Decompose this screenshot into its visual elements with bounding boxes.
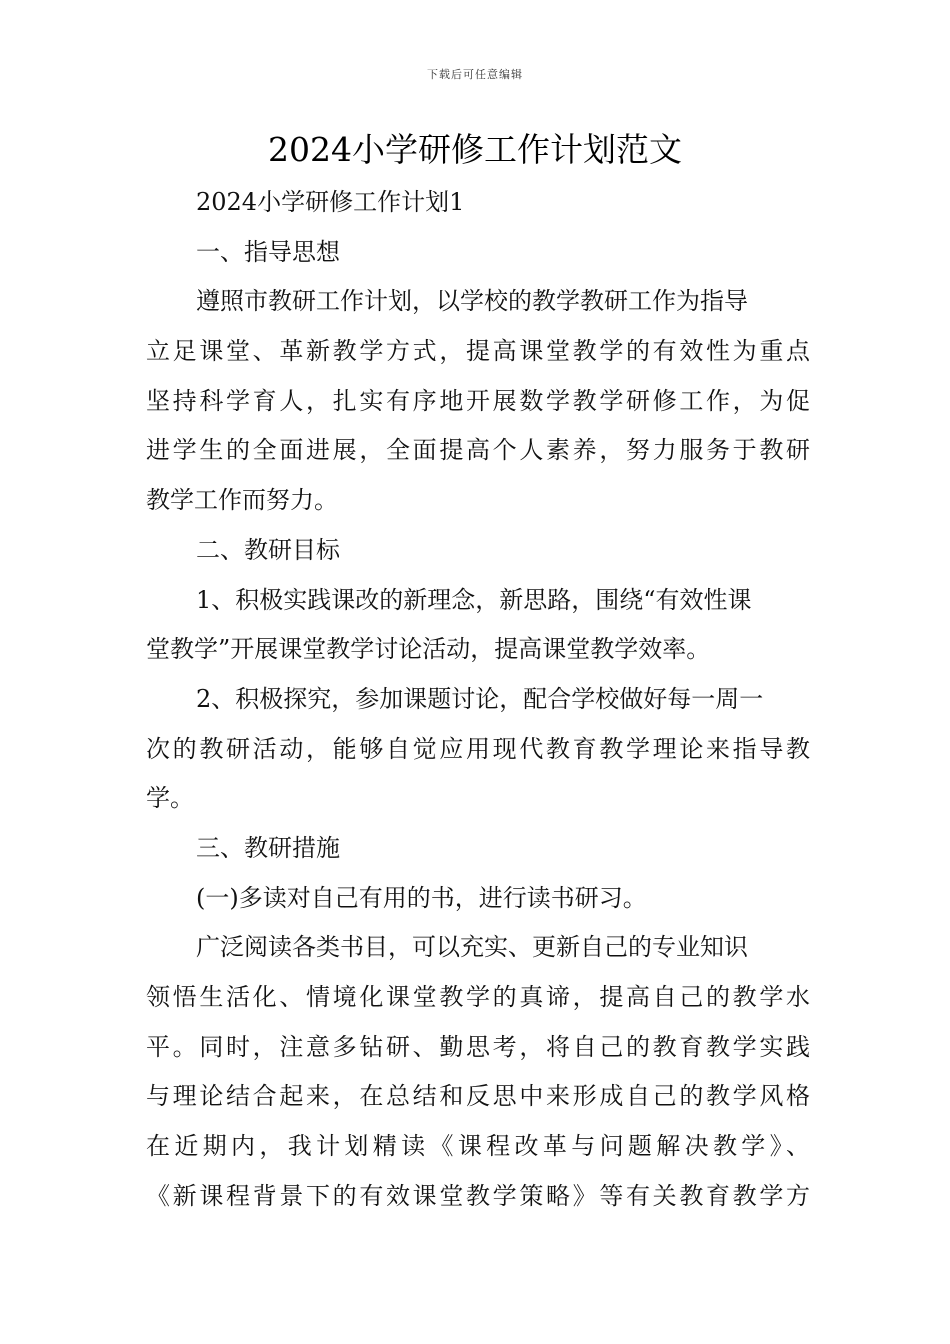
paragraph-line: 立足课堂、革新教学方式，提高课堂教学的有效性为重点: [146, 337, 810, 366]
paragraph-line: 2、积极探究，参加课题讨论，配合学校做好每一周一: [196, 684, 764, 713]
section-heading-research-measures: 三、教研措施: [196, 833, 340, 862]
section-heading-research-goals: 二、教研目标: [196, 535, 340, 564]
document-title: 2024小学研修工作计划范文: [268, 130, 682, 169]
paragraph-line: 1、积极实践课改的新理念，新思路，围绕“有效性课: [196, 585, 752, 614]
page-header-note: 下载后可任意编辑: [427, 68, 523, 81]
paragraph-line: 在近期内，我计划精读《课程改革与问题解决教学》、: [146, 1132, 810, 1161]
paragraph-line: 坚持科学育人，扎实有序地开展数学教学研修工作，为促: [146, 386, 810, 415]
paragraph-line: 与理论结合起来，在总结和反思中来形成自己的教学风格: [146, 1082, 810, 1111]
paragraph-line: 遵照市教研工作计划，以学校的教学教研工作为指导: [196, 287, 748, 316]
paragraph-line: 领悟生活化、情境化课堂教学的真谛，提高自己的教学水: [146, 983, 810, 1011]
subsection-heading: (一)多读对自己有用的书，进行读书研习。: [196, 883, 647, 912]
paragraph-line: 广泛阅读各类书目，可以充实、更新自己的专业知识: [196, 933, 748, 962]
document-body: [146, 178, 810, 1221]
paragraph-line: 次的教研活动，能够自觉应用现代教育教学理论来指导教: [146, 734, 810, 763]
paragraph-line: 平。同时，注意多钻研、勤思考，将自己的教育教学实践: [146, 1032, 810, 1061]
section-heading-guiding-thought: 一、指导思想: [196, 237, 340, 266]
plan-subtitle: 2024小学研修工作计划1: [196, 188, 465, 216]
paragraph-line: 学。: [146, 784, 194, 813]
paragraph-line: 堂教学”开展课堂教学讨论活动，提高课堂教学效率。: [146, 635, 711, 664]
paragraph-line: 进学生的全面进展，全面提高个人素养，努力服务于教研: [146, 436, 810, 465]
paragraph-line: 教学工作而努力。: [146, 486, 338, 515]
paragraph-line: 《新课程背景下的有效课堂教学策略》等有关教育教学方: [146, 1181, 810, 1210]
